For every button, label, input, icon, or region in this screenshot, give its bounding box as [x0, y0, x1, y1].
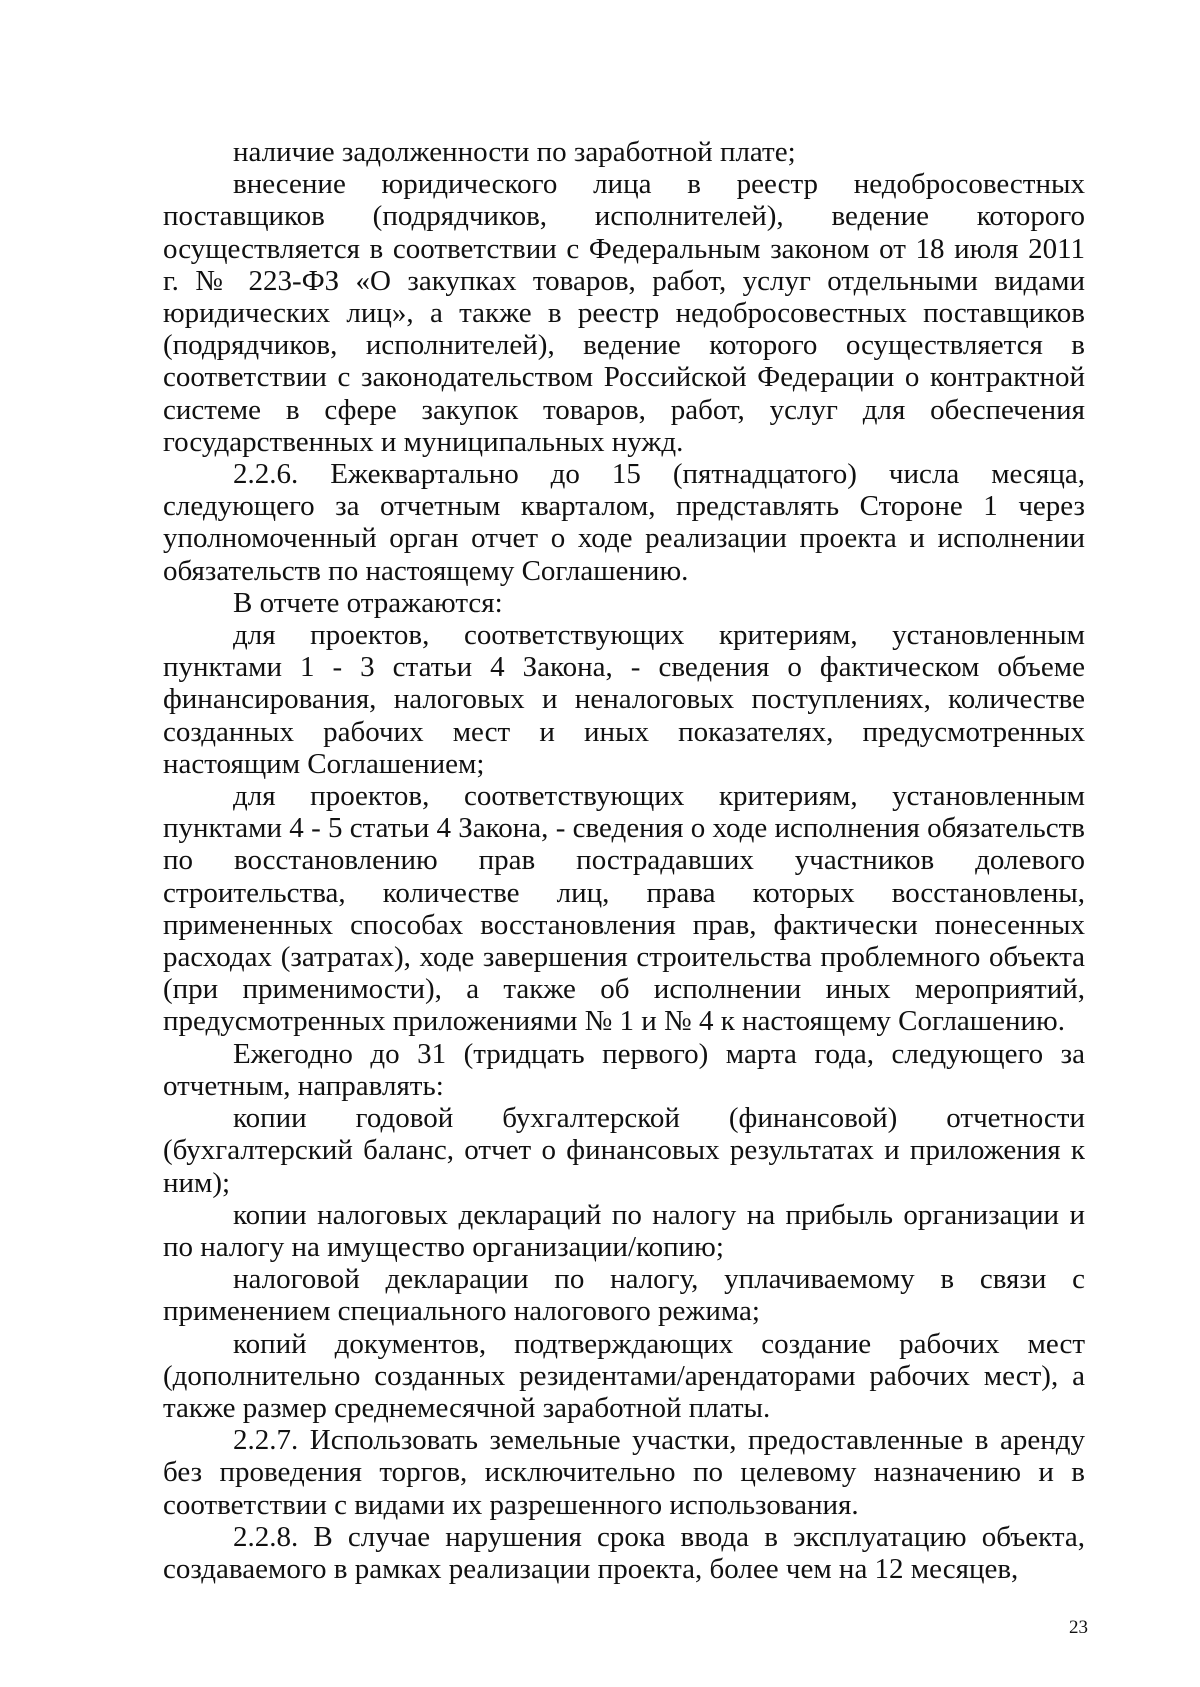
- paragraph: 2.2.6. Ежеквартально до 15 (пятнадцатого) числа месяца, следующего за отчетным кварталом, представлять Стороне 1 через уполномоченный орган отчет о ходе реализации проекта и исполнении обязательств по настоящему Соглашению.: [163, 458, 1085, 587]
- paragraph: налоговой декларации по налогу, уплачиваемому в связи с применением специального налогового режима;: [163, 1263, 1085, 1328]
- paragraph: 2.2.8. В случае нарушения срока ввода в эксплуатацию объекта, создаваемого в рамках реализации проекта, более чем на 12 месяцев,: [163, 1520, 1085, 1585]
- paragraph: внесение юридического лица в реестр недобросовестных поставщиков (подрядчиков, исполнителей), ведение которого осуществляется в соответствии с Федеральным законом от 18 июля 2011 г. № 223-ФЗ «О закупках товаров, работ, услуг отдельными видами юридических лиц», а также в реестр недобросовестных поставщиков (подрядчиков, исполнителей), ведение которого осуществляется в соответствии с законодательством Российской Федерации о контрактной системе в сфере закупок товаров, работ, услуг для обеспечения государственных и муниципальных нужд.: [163, 168, 1085, 458]
- paragraph: наличие задолженности по заработной плате;: [233, 136, 796, 168]
- page-number: 23: [1069, 1617, 1088, 1638]
- paragraph: 2.2.7. Использовать земельные участки, предоставленные в аренду без проведения торгов, исключительно по целевому назначению и в соответствии с видами их разрешенного использования.: [163, 1424, 1085, 1521]
- paragraph: В отчете отражаются:: [233, 586, 503, 619]
- paragraph: копий документов, подтверждающих создание рабочих мест (дополнительно созданных резидентами/арендаторами рабочих мест), а также размер среднемесячной заработной платы.: [163, 1327, 1085, 1424]
- body-text: [163, 136, 1085, 1585]
- paragraph: для проектов, соответствующих критериям, установленным пунктами 1 - 3 статьи 4 Закона, - сведения о фактическом объеме финансирования, налоговых и неналоговых поступлениях, количестве созданных рабочих мест и иных показателях, предусмотренных настоящим Соглашением;: [163, 619, 1085, 780]
- paragraph: копии годовой бухгалтерской (финансовой) отчетности (бухгалтерский баланс, отчет о финансовых результатах и приложения к ним);: [163, 1102, 1085, 1199]
- paragraph: Ежегодно до 31 (тридцать первого) марта года, следующего за отчетным, направлять:: [163, 1037, 1085, 1102]
- paragraph: копии налоговых деклараций по налогу на прибыль организации и по налогу на имущество организации/копию;: [163, 1198, 1085, 1263]
- paragraph: для проектов, соответствующих критериям, установленным пунктами 4 - 5 статьи 4 Закона, - сведения о ходе исполнения обязательств по восстановлению прав пострадавших участников долевого строительства, количестве лиц, права которых восстановлены, примененных способах восстановления прав, фактически понесенных расходах (затратах), ходе завершения строительства проблемного объекта (при применимости), а также об исполнении иных мероприятий, предусмотренных приложениями № 1 и № 4 к настоящему Соглашению.: [163, 780, 1085, 1038]
